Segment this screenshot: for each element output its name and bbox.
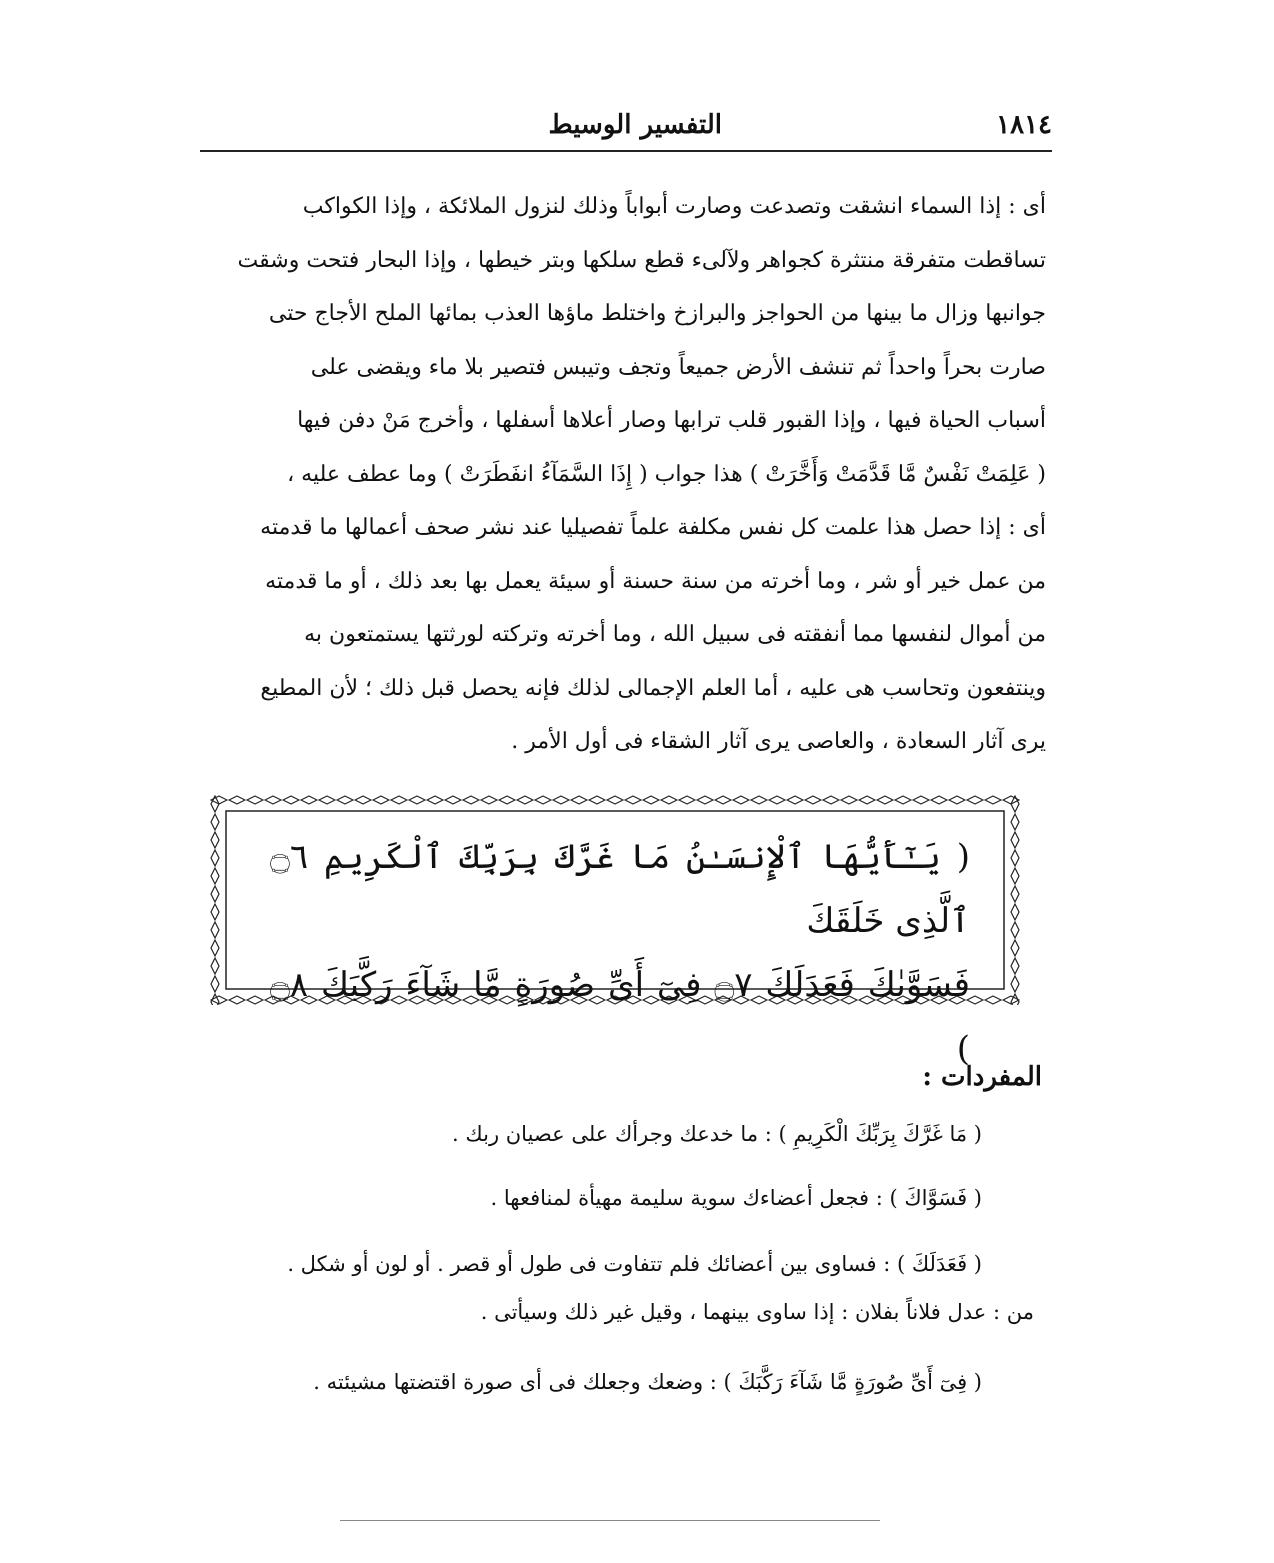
glossary-entry: ( فِىٓ أَىِّ صُورَةٍ مَّا شَآءَ رَكَّبَكَ ) : وضعك وجعلك فى أى صورة اقتضتها مشيئته . — [313, 1370, 982, 1394]
text-line: جوانبها وزال ما بينها من الحواجز والبرازخ واختلط ماؤها العذب بمائها الملح الأجاج حتى — [268, 301, 1046, 326]
quran-verses — [270, 825, 970, 1081]
glossary-heading: المفردات : — [922, 1062, 1042, 1092]
glossary-entry: ( مَا غَرَّكَ بِرَبِّكَ الْكَرِيمِ ) : ما خدعك وجرأك على عصيان ربك . — [452, 1122, 982, 1146]
text-line: وينتفعون وتحاسب هى عليه ، أما العلم الإجمالى لذلك فإنه يحصل قبل ذلك ؛ لأن المطيع — [260, 675, 1046, 701]
text-line: من أموال لنفسها مما أنفقته فى سبيل الله ، وما أخرته وتركته لورثتها يستمتعون به — [304, 622, 1046, 647]
text-line: يرى آثار السعادة ، والعاصى يرى آثار الشقاء فى أول الأمر . — [511, 729, 1046, 754]
verse-frame — [210, 795, 1020, 1069]
commentary-text — [198, 180, 1046, 769]
text-line: ( عَلِمَتْ نَفْسٌ مَّا قَدَّمَتْ وَأَخَّرَتْ ) هذا جواب ( إِذَا السَّمَآءُ انفَطَرَتْ ) وما عطف عليه ، — [287, 461, 1046, 487]
text-line: تساقطت متفرقة منتثرة كجواهر ولآلىء قطع سلكها وبتر خيطها ، وإذا البحار فتحت وشقت — [237, 247, 1046, 273]
text-line: صارت بحراً واحداً ثم تنشف الأرض جميعاً وتجف وتيبس فتصير بلا ماء ويقضى على — [310, 354, 1046, 380]
text-line: أى : إذا السماء انشقت وتصدعت وصارت أبواباً وذلك لنزول الملائكة ، وإذا الكواكب — [302, 194, 1046, 219]
verse-line: ( يَـٰٓأَيُّهَا ٱلْإِنسَـٰنُ مَا غَرَّكَ بِرَبِّكَ ٱلْكَرِيمِ ۝٦ ٱلَّذِى خَلَقَكَ — [270, 837, 970, 941]
text-line: أسباب الحياة فيها ، وإذا القبور قلب ترابها وصار أعلاها أسفلها ، وأخرج مَنْ دفن فيها — [297, 408, 1046, 433]
running-title: التفسير الوسيط — [548, 110, 722, 140]
glossary-entry: من : عدل فلاناً بفلان : إذا ساوى بينهما ، وقيل غير ذلك وسيأتى . — [480, 1300, 1034, 1324]
verse-line: فَسَوَّىٰكَ فَعَدَلَكَ ۝٧ فِىٓ أَىِّ صُورَةٍ مَّا شَآءَ رَكَّبَكَ ۝٨ ) — [270, 965, 970, 1069]
header-rule — [200, 150, 1052, 152]
page-header — [200, 110, 1052, 152]
text-line: من عمل خير أو شر ، وما أخرته من سنة حسنة أو سيئة يعمل بها بعد ذلك ، أو ما قدمته — [265, 568, 1046, 594]
footer-rule — [340, 1520, 880, 1521]
text-line: أى : إذا حصل هذا علمت كل نفس مكلفة علماً تفصيليا عند نشر صحف أعمالها ما قدمته — [260, 515, 1046, 540]
glossary-entry: ( فَسَوَّاكَ ) : فجعل أعضاءك سوية سليمة مهيأة لمنافعها . — [490, 1186, 982, 1210]
page-number: ١٨١٤ — [996, 110, 1052, 140]
glossary-entry: ( فَعَدَلَكَ ) : فساوى بين أعضائك فلم تتفاوت فى طول أو قصر . أو لون أو شكل . — [287, 1252, 982, 1276]
